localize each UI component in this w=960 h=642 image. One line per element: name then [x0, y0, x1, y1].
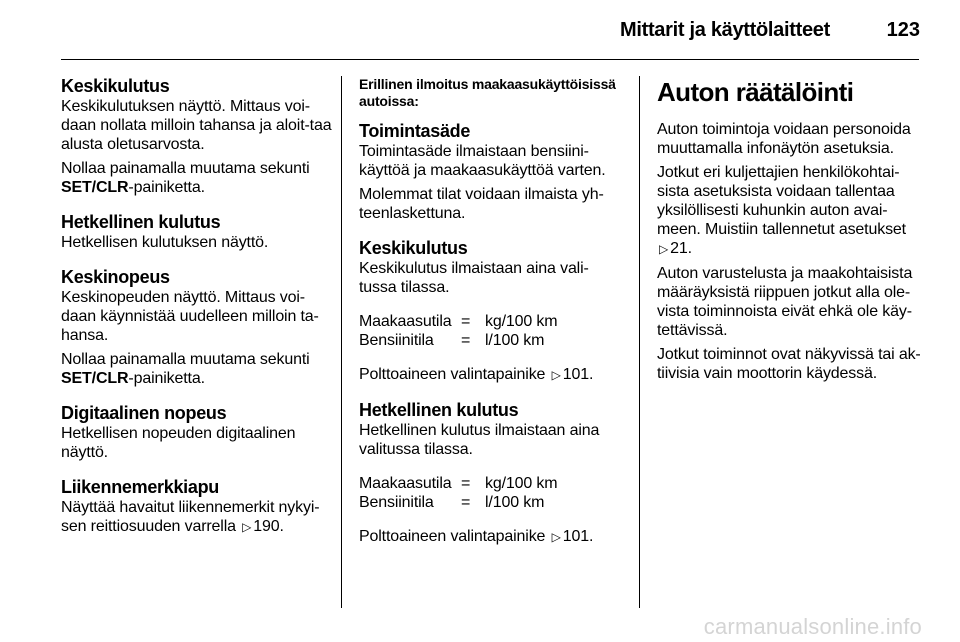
- section-toimintasade: [359, 121, 621, 223]
- chapter-heading: Auton räätälöinti: [657, 77, 854, 107]
- reference-arrow-icon: ▷: [551, 368, 561, 382]
- section-heading: Keskikulutus: [359, 238, 468, 258]
- section-heading: Hetkellinen kulutus: [61, 212, 221, 232]
- section-keskinopeus: [61, 267, 333, 388]
- column-left: [61, 76, 333, 542]
- text: Jotkut eri kuljettajien henkilökohtai-sista asetuksista voidaan tallentaa yksilöllisesti kuhunkin auton avai-meen. Muistiin tallennetut asetukset: [657, 164, 906, 238]
- unit-equals: =: [461, 475, 471, 492]
- section-hetkellinen-kulutus-kaasu: [359, 400, 621, 547]
- unit-equals: =: [461, 332, 471, 349]
- text: Nollaa painamalla muutama sekunti: [61, 351, 310, 368]
- page-reference[interactable]: 190.: [253, 518, 284, 535]
- column-divider: [639, 76, 640, 608]
- reference-arrow-icon: ▷: [242, 520, 252, 534]
- page-reference[interactable]: 21.: [670, 240, 692, 257]
- paragraph: [61, 498, 333, 537]
- section-digitaalinen-nopeus: [61, 403, 333, 462]
- page-number: 123: [886, 19, 920, 41]
- button-name: SET/CLR: [61, 370, 129, 387]
- paragraph: Hetkellinen kulutus ilmaistaan aina valitussa tilassa.: [359, 422, 600, 458]
- paragraph: Auton toimintoja voidaan personoida muuttamalla infonäytön asetuksia.: [657, 121, 911, 157]
- paragraph: Hetkellisen nopeuden digitaalinen näyttö.: [61, 425, 296, 461]
- paragraph: Molemmat tilat voidaan ilmaista yh-teenlaskettuna.: [359, 186, 604, 222]
- reference-arrow-icon: ▷: [659, 242, 669, 256]
- reference-arrow-icon: ▷: [551, 530, 561, 544]
- paragraph: Keskikulutus ilmaistaan aina vali-tussa tilassa.: [359, 260, 589, 296]
- paragraph: Jotkut toiminnot ovat näkyvissä tai ak-tiivisia vain moottorin käydessä.: [657, 346, 921, 382]
- section-heading: Liikennemerkkiapu: [61, 477, 219, 497]
- header-rule: [61, 59, 919, 60]
- section-heading: Toimintasäde: [359, 121, 471, 141]
- section-heading: Hetkellinen kulutus: [359, 400, 519, 420]
- button-name: SET/CLR: [61, 179, 129, 196]
- unit-label: Maakaasutila: [359, 475, 452, 492]
- column-middle: [359, 76, 621, 552]
- section-liikennemerkkiapu: [61, 477, 333, 537]
- section-hetkellinen-kulutus: [61, 212, 333, 252]
- paragraph: [359, 365, 621, 385]
- paragraph: Keskikulutuksen näyttö. Mittaus voi-daan nollata milloin tahansa ja aloit-taa alusta oletusarvosta.: [61, 98, 332, 153]
- unit-value: kg/100 km: [485, 475, 558, 492]
- text: -painiketta.: [128, 370, 205, 387]
- watermark: carmanualsonline.info: [703, 614, 922, 639]
- section-keskikulutus-kaasu: [359, 238, 621, 385]
- page-reference[interactable]: 101.: [562, 366, 594, 383]
- text: Nollaa painamalla muutama sekunti: [61, 160, 310, 177]
- unit-table: [359, 474, 557, 512]
- column-right: [657, 76, 921, 388]
- section-heading: Keskikulutus: [61, 76, 170, 96]
- unit-table: [359, 312, 557, 350]
- unit-equals: =: [461, 313, 471, 330]
- unit-value: l/100 km: [485, 332, 545, 349]
- column-divider: [341, 76, 342, 608]
- table-row: [359, 493, 557, 512]
- unit-label: Bensiinitila: [359, 332, 434, 349]
- text: Polttoaineen valintapainike: [359, 366, 546, 383]
- running-header-title: Mittarit ja käyttölaitteet: [619, 19, 830, 41]
- unit-label: Maakaasutila: [359, 313, 452, 330]
- paragraph: Keskinopeuden näyttö. Mittaus voi-daan käynnistää uudelleen milloin ta-hansa.: [61, 289, 319, 344]
- table-row: [359, 331, 557, 350]
- section-heading: Digitaalinen nopeus: [61, 403, 227, 423]
- unit-label: Bensiinitila: [359, 494, 434, 511]
- table-row: [359, 312, 557, 331]
- paragraph: Hetkellisen kulutuksen näyttö.: [61, 234, 269, 251]
- unit-value: kg/100 km: [485, 313, 558, 330]
- paragraph: [359, 527, 621, 547]
- paragraph: [657, 163, 921, 259]
- text: -painiketta.: [128, 179, 205, 196]
- section-keskikulutus: [61, 76, 333, 197]
- paragraph: [61, 350, 333, 388]
- text: Polttoaineen valintapainike: [359, 528, 546, 545]
- paragraph: Toimintasäde ilmaistaan bensiini-käyttöä ja maakaasukäyttöä varten.: [359, 143, 606, 179]
- page-reference[interactable]: 101.: [562, 528, 594, 545]
- unit-equals: =: [461, 494, 471, 511]
- text: Näyttää havaitut liikennemerkit nykyi-sen reittiosuuden varrella: [61, 499, 320, 535]
- paragraph: Auton varustelusta ja maakohtaisista määräyksistä riippuen jotkut alla ole-vista toiminnoista eivät ehkä ole käy-tettävissä.: [657, 265, 913, 339]
- note-heading: Erillinen ilmoitus maakaasukäyttöisissä autoissa:: [359, 76, 616, 109]
- unit-value: l/100 km: [485, 494, 545, 511]
- table-row: [359, 474, 557, 493]
- section-heading: Keskinopeus: [61, 267, 170, 287]
- paragraph: [61, 159, 333, 197]
